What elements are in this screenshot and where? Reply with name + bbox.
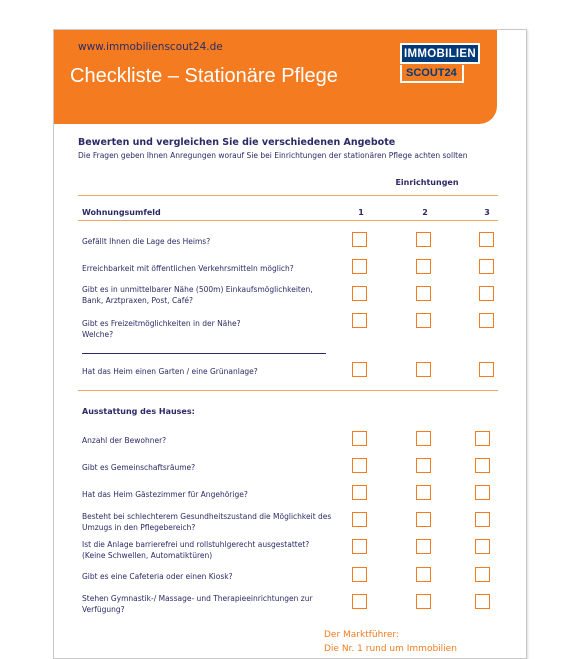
section-title-ausstattung: Ausstattung des Hauses: <box>82 407 195 416</box>
checkbox-q11-col3[interactable] <box>475 567 490 582</box>
question-label: Anzahl der Bewohner? <box>82 436 167 445</box>
checkbox-q6-col1[interactable] <box>352 431 367 446</box>
immobilienscout24-logo <box>400 43 480 83</box>
question-label: Gibt es Gemeinschaftsräume? <box>82 463 196 472</box>
logo-top-text: IMMOBILIEN <box>400 43 480 64</box>
checkbox-q4-col2[interactable] <box>416 313 431 328</box>
page-title: Checkliste – Stationäre Pflege <box>70 65 338 87</box>
checkbox-q1-col3[interactable] <box>479 232 494 247</box>
checkbox-q4-col3[interactable] <box>479 313 494 328</box>
checkbox-q5-col2[interactable] <box>416 362 431 377</box>
checkbox-q9-col3[interactable] <box>475 512 490 527</box>
checklist-page <box>53 29 527 659</box>
checkbox-q8-col2[interactable] <box>416 485 431 500</box>
checkbox-q9-col2[interactable] <box>416 512 431 527</box>
divider <box>78 195 498 196</box>
checkbox-q12-col2[interactable] <box>416 594 431 609</box>
footer-line-1: Der Marktführer: <box>324 630 399 640</box>
header-banner <box>54 30 497 124</box>
intro-title: Bewerten und vergleichen Sie die verschiedenen Angebote <box>78 137 396 148</box>
logo-bottom-text: SCOUT24 <box>400 65 464 83</box>
question-label: Stehen Gymnastik-/ Massage- und Therapieeinrichtungen zur Verfügung? <box>82 594 313 614</box>
checkbox-q1-col1[interactable] <box>352 232 367 247</box>
question-label: Ist die Anlage barrierefrei und rollstuhlgerecht ausgestattet? (Keine Schwellen, Automatiktüren) <box>82 540 310 560</box>
footer-line-2: Die Nr. 1 rund um Immobilien <box>324 644 457 654</box>
checkbox-q7-col3[interactable] <box>475 458 490 473</box>
checkbox-q12-col1[interactable] <box>352 594 367 609</box>
checkbox-q2-col3[interactable] <box>479 259 494 274</box>
checkbox-q8-col3[interactable] <box>475 485 490 500</box>
checkbox-q12-col3[interactable] <box>475 594 490 609</box>
checkbox-q7-col2[interactable] <box>416 458 431 473</box>
checkbox-q11-col2[interactable] <box>416 567 431 582</box>
checkbox-q5-col1[interactable] <box>352 362 367 377</box>
einrichtungen-header: Einrichtungen <box>395 178 459 187</box>
checkbox-q3-col2[interactable] <box>416 286 431 301</box>
checkbox-q2-col1[interactable] <box>352 259 367 274</box>
checkbox-q1-col2[interactable] <box>416 232 431 247</box>
question-label: Gibt es Freizeitmöglichkeiten in der Nähe? Welche? <box>82 319 241 339</box>
checkbox-q2-col2[interactable] <box>416 259 431 274</box>
column-header-1: 1 <box>358 208 364 217</box>
column-header-2: 2 <box>422 208 428 217</box>
section-title-wohnungsumfeld: Wohnungsumfeld <box>82 208 161 217</box>
website-url: www.immobilienscout24.de <box>78 41 223 53</box>
checkbox-q10-col2[interactable] <box>416 539 431 554</box>
divider <box>78 220 498 221</box>
checkbox-q7-col1[interactable] <box>352 458 367 473</box>
checkbox-q8-col1[interactable] <box>352 485 367 500</box>
checkbox-q9-col1[interactable] <box>352 512 367 527</box>
checkbox-q6-col3[interactable] <box>475 431 490 446</box>
checkbox-q4-col1[interactable] <box>352 313 367 328</box>
divider <box>78 390 498 391</box>
question-label: Gefällt Ihnen die Lage des Heims? <box>82 237 211 246</box>
checkbox-q3-col1[interactable] <box>352 286 367 301</box>
checkbox-q3-col3[interactable] <box>479 286 494 301</box>
checkbox-q6-col2[interactable] <box>416 431 431 446</box>
checkbox-q10-col3[interactable] <box>475 539 490 554</box>
intro-subtitle: Die Fragen geben Ihnen Anregungen worauf Sie bei Einrichtungen der stationären Pflege achten sollten <box>78 151 468 160</box>
checkbox-q11-col1[interactable] <box>352 567 367 582</box>
question-label: Gibt es eine Cafeteria oder einen Kiosk? <box>82 572 233 581</box>
question-label: Gibt es in unmittelbarer Nähe (500m) Einkaufsmöglichkeiten, Bank, Arztpraxen, Post, Café? <box>82 285 313 305</box>
answer-line <box>82 353 326 354</box>
question-label: Hat das Heim einen Garten / eine Grünanlage? <box>82 367 258 376</box>
checkbox-q10-col1[interactable] <box>352 539 367 554</box>
column-header-3: 3 <box>484 208 490 217</box>
question-label: Besteht bei schlechterem Gesundheitszustand die Möglichkeit des Umzugs in den Pflegebereich? <box>82 512 332 532</box>
question-label: Erreichbarkeit mit öffentlichen Verkehrsmitteln möglich? <box>82 264 294 273</box>
checkbox-q5-col3[interactable] <box>479 362 494 377</box>
question-label: Hat das Heim Gästezimmer für Angehörige? <box>82 490 248 499</box>
